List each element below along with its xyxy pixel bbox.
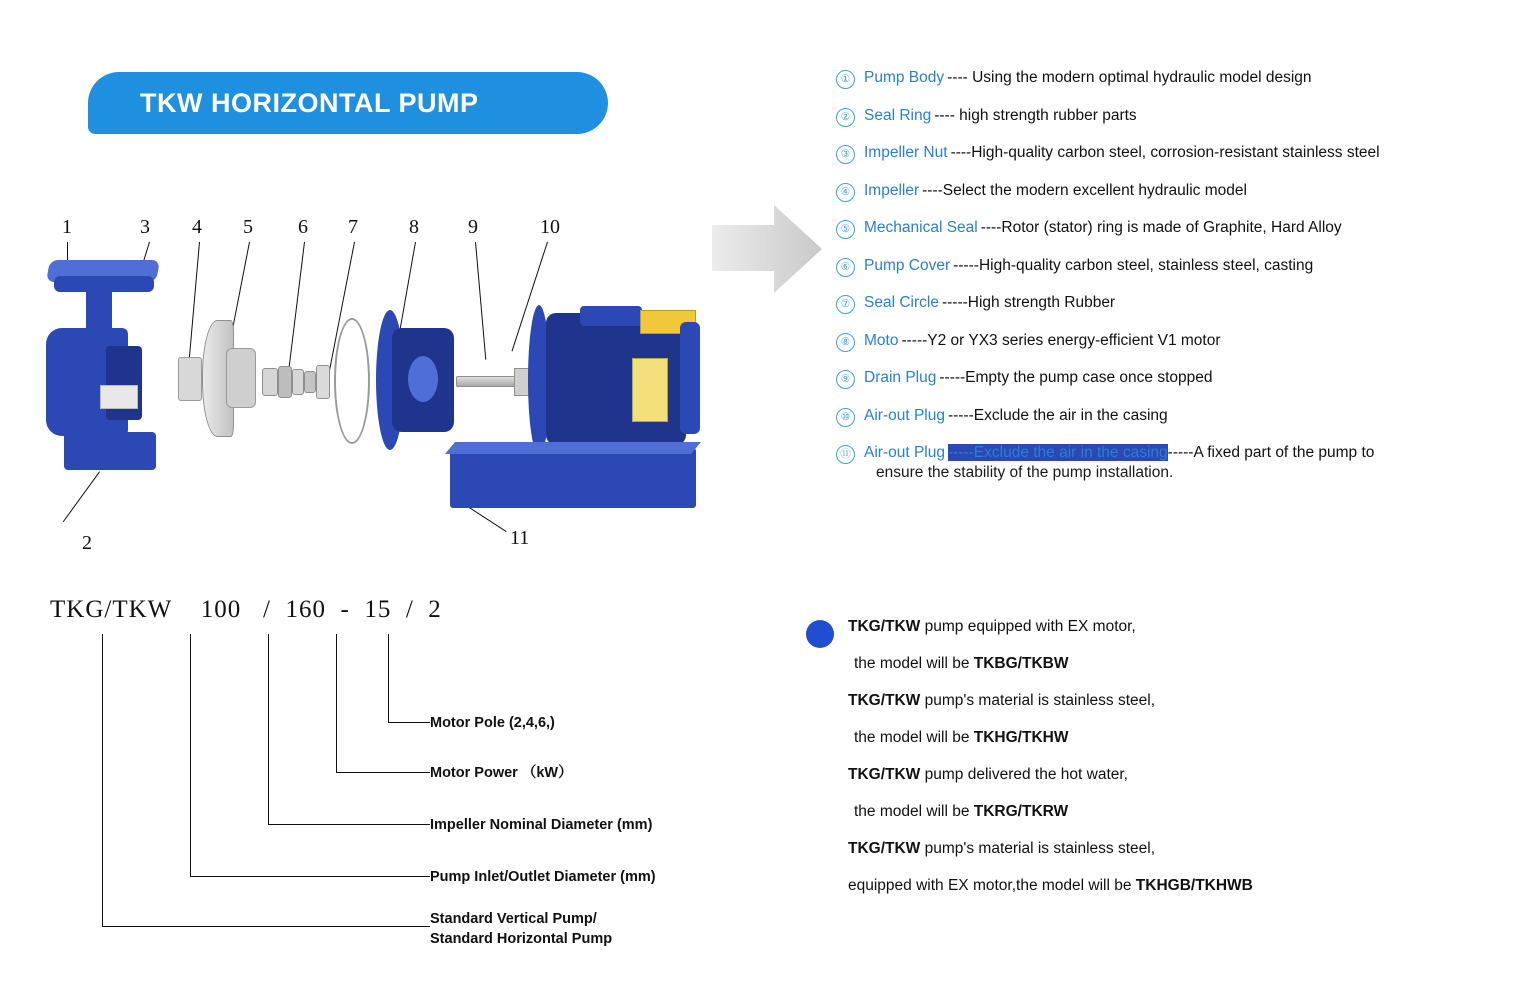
legend-item-name: Air-out Plug	[864, 406, 945, 424]
model-drop-line-3	[268, 634, 269, 824]
legend-item-desc: -----Y2 or YX3 series energy-efficient V1 motor	[901, 331, 1221, 349]
legend-item-name: Drain Plug	[864, 369, 937, 386]
legend-number-icon: ⑦	[836, 295, 855, 314]
model-code-string: TKG/TKW 100 / 160 - 15 / 2	[50, 596, 442, 623]
leader-line-8	[399, 242, 416, 336]
model-connector-line-1	[388, 722, 430, 723]
legend-item-8	[836, 331, 1496, 352]
model-connector-line-5	[102, 926, 430, 927]
model-drop-line-5	[388, 634, 389, 722]
legend-number-icon: ⑪	[836, 445, 855, 464]
motor-fan-cover	[680, 322, 700, 434]
note-model-result: TKHG/TKHW	[973, 729, 1069, 746]
note-line-6	[848, 793, 1426, 830]
legend-item-desc: ---- high strength rubber parts	[934, 106, 1137, 124]
model-connector-line-4	[190, 876, 430, 877]
pump-cover-bore	[408, 356, 438, 402]
note-text: pump's material is stainless steel,	[920, 692, 1156, 709]
note-line-5	[848, 756, 1426, 793]
legend-number-icon: ①	[836, 70, 855, 89]
seal-circle	[334, 318, 370, 444]
legend-number-icon: ⑧	[836, 333, 855, 352]
page-title: TKW HORIZONTAL PUMP	[140, 87, 479, 118]
model-label-inlet-outlet: Pump Inlet/Outlet Diameter (mm)	[430, 869, 656, 885]
model-label-standard-horiz: Standard Horizontal Pump	[430, 931, 613, 947]
pump-nameplate	[100, 385, 138, 409]
legend-item-11-text	[864, 443, 1374, 483]
impeller-hub	[226, 348, 256, 408]
callout-number-7: 7	[348, 216, 358, 238]
legend-item-name: Impeller	[864, 181, 920, 199]
model-naming-notes	[806, 608, 1426, 904]
model-connector-line-3	[268, 824, 430, 825]
model-connector-line-2	[336, 772, 430, 773]
legend-number-icon: ③	[836, 145, 855, 164]
seal-ring-small	[304, 371, 316, 393]
legend-item-2	[836, 106, 1496, 127]
legend-item-name: Moto	[864, 331, 899, 349]
note-text: pump delivered the hot water,	[920, 766, 1128, 783]
legend-item-6	[836, 256, 1496, 277]
note-text: the model will be	[854, 655, 974, 672]
motor-terminal-box	[580, 306, 642, 326]
model-drop-line-1	[102, 634, 103, 926]
legend-item-name: Air-out Plug	[864, 444, 945, 461]
note-text: equipped with EX motor,the model will be	[848, 877, 1136, 894]
bullet-dot-icon	[806, 620, 834, 648]
note-text: pump equipped with EX motor,	[920, 618, 1136, 635]
callout-number-3: 3	[140, 216, 150, 238]
mechanical-seal-ring-b	[278, 366, 292, 398]
note-text: the model will be	[854, 729, 974, 746]
parts-legend	[836, 68, 1496, 500]
legend-number-icon: ⑥	[836, 258, 855, 277]
motor-base-top-edge	[445, 442, 701, 454]
legend-item-name: Seal Ring	[864, 106, 932, 124]
model-label-motor-power: Motor Power （kW）	[430, 765, 573, 781]
leader-line-2	[63, 471, 100, 522]
callout-number-11: 11	[510, 527, 530, 549]
note-model-prefix: TKG/TKW	[848, 840, 921, 857]
note-line-4	[848, 719, 1426, 756]
legend-number-icon: ⑨	[836, 370, 855, 389]
legend-item-5	[836, 218, 1496, 239]
legend-item-desc: ---- Using the modern optimal hydraulic model design	[947, 69, 1312, 86]
callout-number-10: 10	[540, 216, 560, 238]
legend-item-name: Mechanical Seal	[864, 219, 978, 236]
legend-item-desc-blue: -----Exclude the air in the casing	[947, 444, 1168, 461]
mechanical-seal-ring-a	[262, 368, 278, 396]
callout-number-5: 5	[243, 216, 253, 238]
legend-item-name: Impeller Nut	[864, 144, 948, 161]
model-label-impeller-dia: Impeller Nominal Diameter (mm)	[430, 817, 653, 833]
legend-item-desc: -----High-quality carbon steel, stainless steel, casting	[953, 256, 1314, 274]
leader-line-9	[475, 242, 486, 360]
callout-number-2: 2	[82, 532, 92, 554]
pump-body-base-plate	[64, 432, 156, 470]
legend-item-desc: ----Select the modern excellent hydraulic model	[922, 181, 1247, 199]
flow-arrow	[712, 205, 822, 297]
legend-item-9	[836, 368, 1496, 389]
callout-number-1: 1	[62, 216, 72, 238]
legend-item-3	[836, 143, 1496, 164]
legend-item-desc-continued: ensure the stability of the pump installation.	[876, 464, 1174, 481]
model-label-standard-vert: Standard Vertical Pump/	[430, 911, 597, 927]
note-model-result: TKRG/TKRW	[973, 803, 1069, 820]
legend-number-icon: ⑩	[836, 408, 855, 427]
callout-number-8: 8	[409, 216, 419, 238]
legend-item-desc: ----Rotor (stator) ring is made of Graphite, Hard Alloy	[980, 219, 1342, 236]
legend-item-4	[836, 181, 1496, 202]
legend-item-name: Pump Body	[864, 69, 945, 86]
legend-item-10	[836, 406, 1496, 427]
note-line-8	[848, 867, 1426, 904]
legend-item-desc: -----High strength Rubber	[941, 294, 1116, 311]
mechanical-seal-spring	[292, 369, 304, 395]
legend-item-7	[836, 293, 1496, 314]
impeller-nut	[178, 357, 202, 401]
model-drop-line-2	[190, 634, 191, 876]
legend-number-icon: ②	[836, 108, 855, 127]
legend-item-name: Seal Circle	[864, 294, 939, 311]
model-code-breakdown	[40, 596, 740, 976]
motor-base-plate	[450, 448, 696, 508]
seal-washer	[316, 365, 330, 399]
motor-nameplate	[632, 358, 668, 422]
model-label-motor-pole: Motor Pole (2,4,6,)	[430, 715, 555, 731]
note-line-3	[848, 682, 1426, 719]
model-drop-line-4	[336, 634, 337, 772]
note-model-prefix: TKG/TKW	[848, 766, 921, 783]
legend-item-11	[836, 443, 1496, 483]
page-title-banner	[88, 72, 608, 134]
callout-number-4: 4	[192, 216, 202, 238]
note-model-prefix: TKG/TKW	[848, 618, 921, 635]
legend-item-1	[836, 68, 1496, 89]
legend-number-icon: ⑤	[836, 220, 855, 239]
note-line-7	[848, 830, 1426, 867]
note-text: pump's material is stainless steel,	[920, 840, 1156, 857]
legend-item-name: Pump Cover	[864, 256, 951, 274]
legend-item-desc: -----A fixed part of the pump to	[1167, 444, 1375, 461]
note-text: the model will be	[854, 803, 974, 820]
note-model-prefix: TKG/TKW	[848, 692, 921, 709]
legend-item-desc: -----Exclude the air in the casing	[947, 406, 1168, 424]
legend-item-desc: -----Empty the pump case once stopped	[939, 369, 1213, 386]
legend-number-icon: ④	[836, 183, 855, 202]
exploded-pump-diagram	[40, 210, 720, 570]
note-line-1	[848, 608, 1426, 645]
note-model-result: TKHGB/TKHWB	[1135, 877, 1253, 894]
legend-item-desc: ----High-quality carbon steel, corrosion-resistant stainless steel	[950, 144, 1380, 161]
callout-number-9: 9	[468, 216, 478, 238]
note-model-result: TKBG/TKBW	[973, 655, 1069, 672]
callout-number-6: 6	[298, 216, 308, 238]
note-line-2	[848, 645, 1426, 682]
